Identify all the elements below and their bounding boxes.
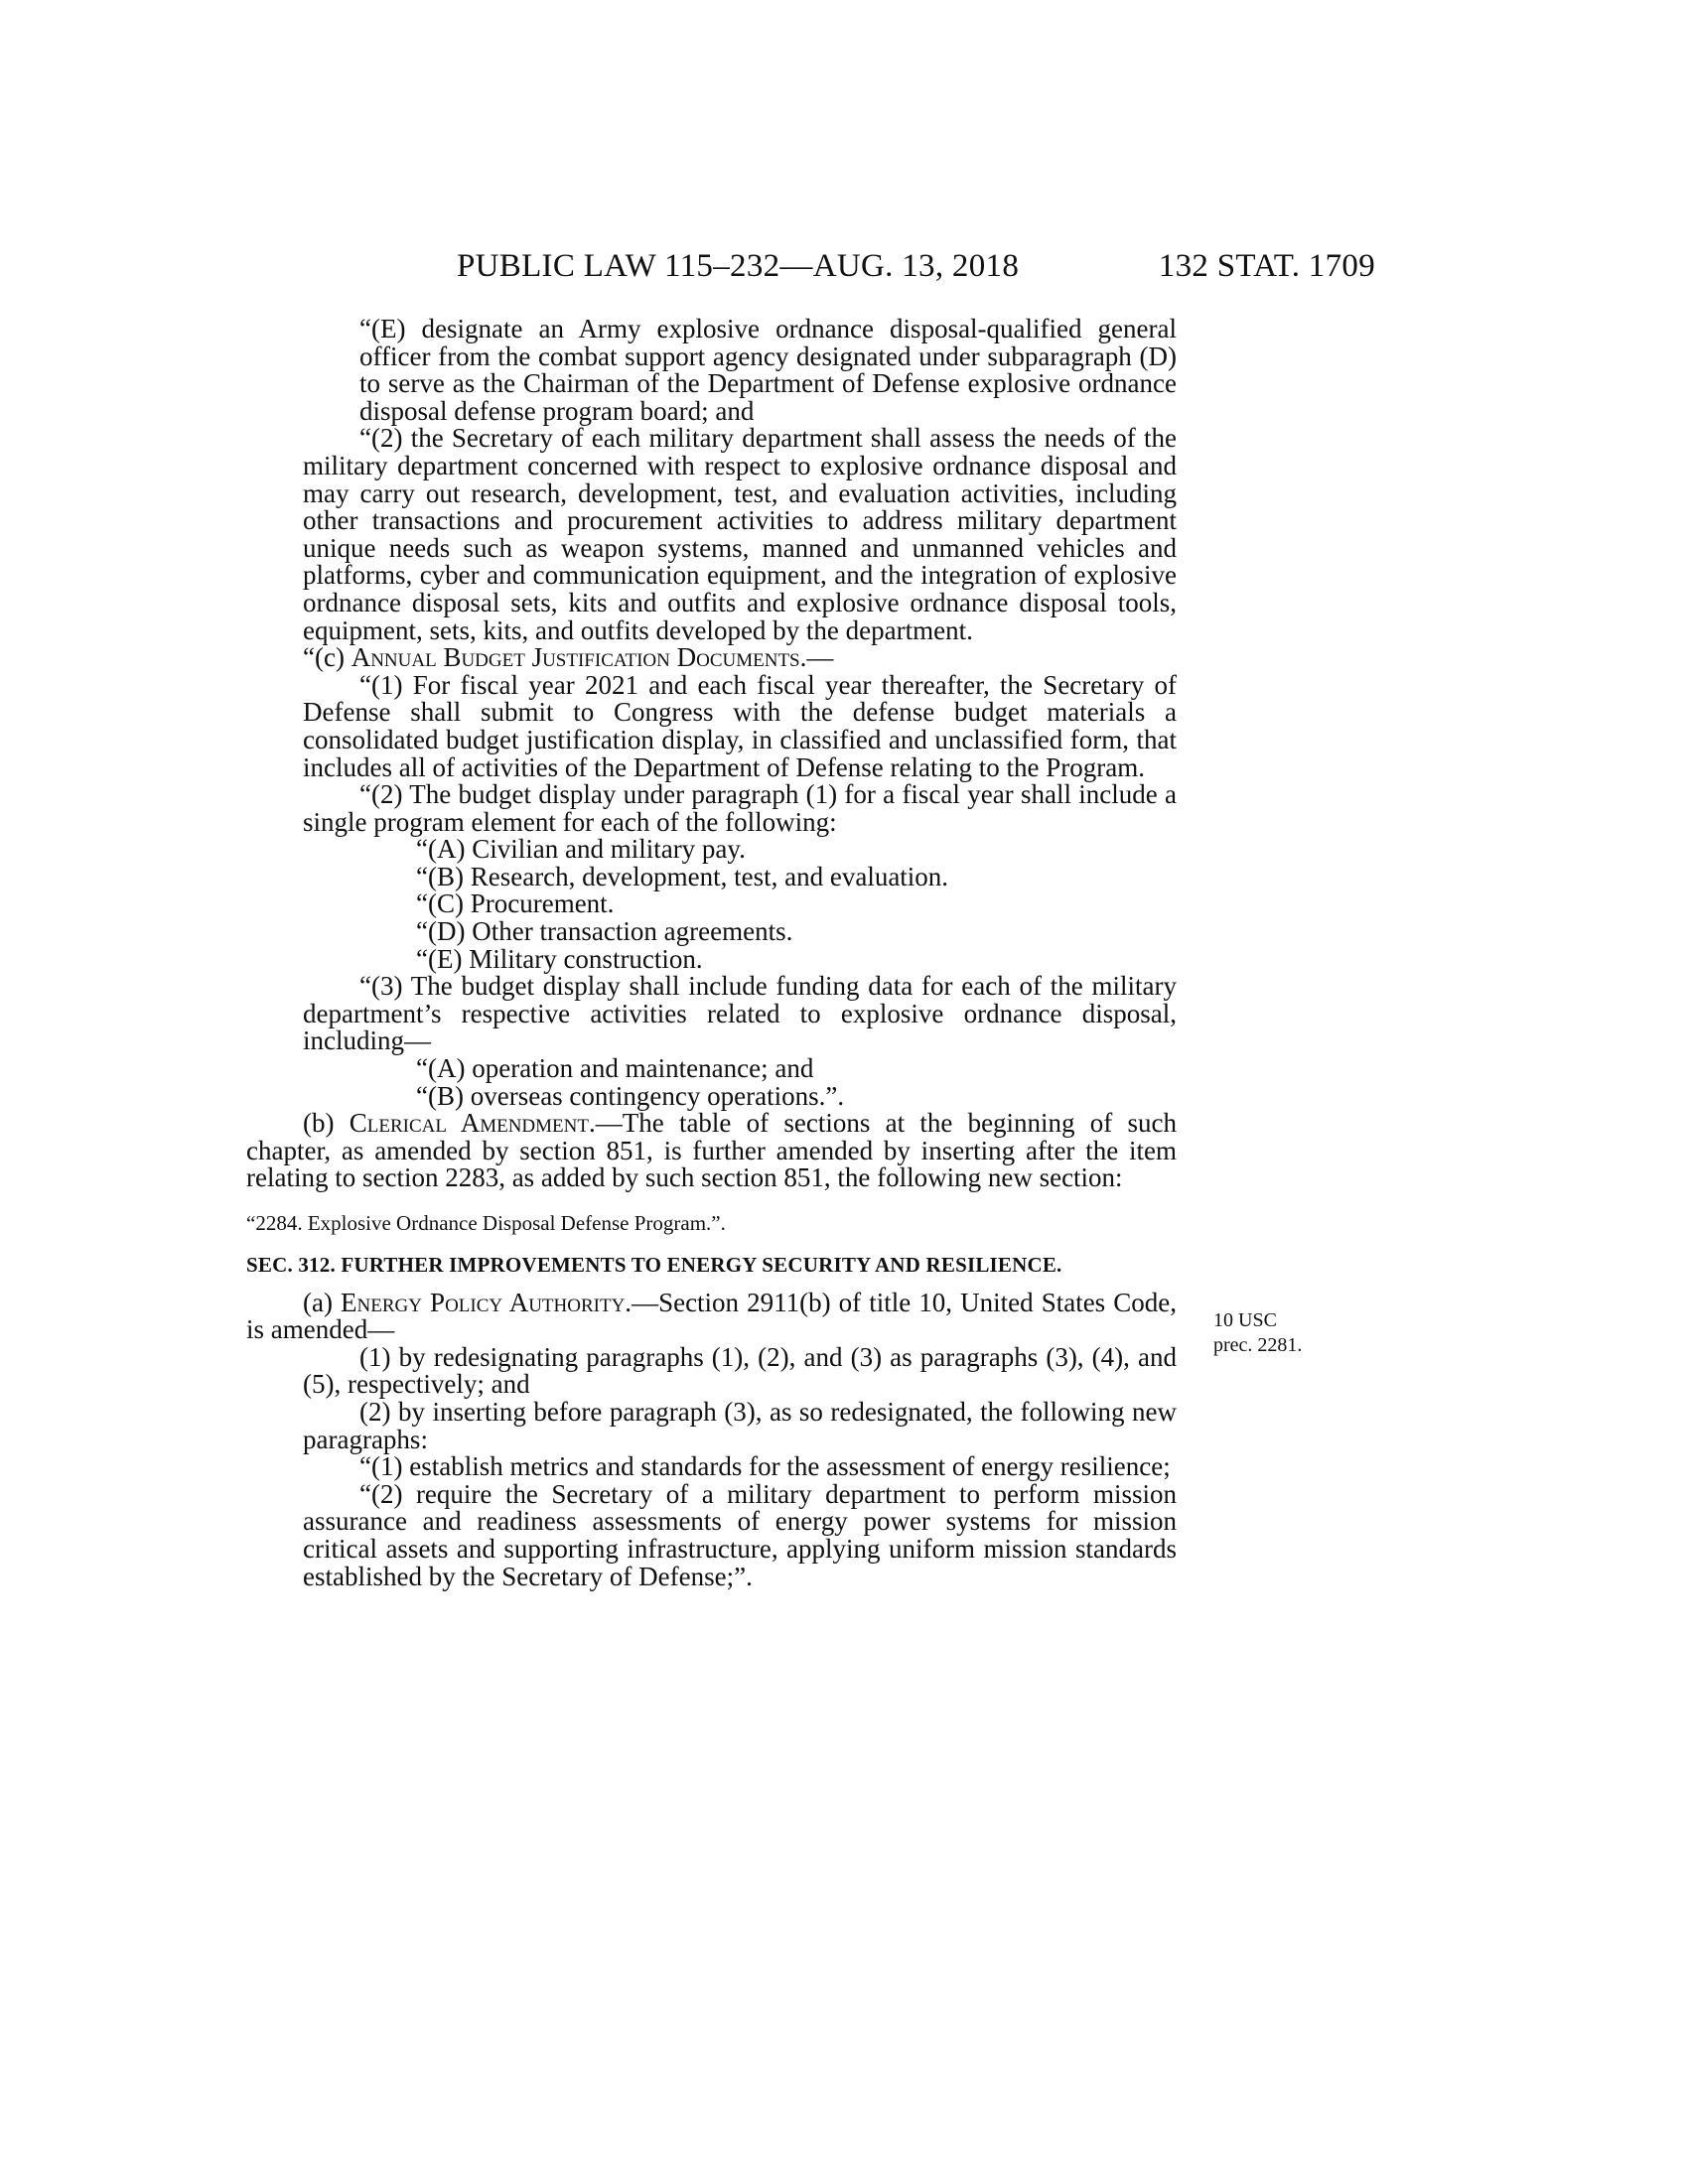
item-c-2-b: “(B) Research, development, test, and evaluation.: [416, 861, 949, 891]
margin-citation-line2: prec. 2281.: [1213, 1334, 1303, 1356]
paragraph-a-1: (1) by redesignating paragraphs (1), (2), and (3) as paragraphs (3), (4), and (5), respectively; and: [303, 1341, 1177, 1400]
margin-citation: [1213, 1308, 1302, 1358]
stat-page-number: 132 STAT. 1709: [1158, 248, 1375, 284]
margin-citation-line1: 10 USC: [1213, 1309, 1277, 1331]
heading-c: “(c) Annual Budget Justification Documents.—: [303, 642, 834, 673]
paragraph-e: “(E) designate an Army explosive ordnance disposal-qualified general officer from the combat support agency designated under subparagraph (D) to serve as the Chairman of the Department of Defense explosive ordnance disposal defense program board; and: [359, 314, 1177, 426]
paragraph-b: (b) Clerical Amendment.—The table of sections at the beginning of such chapter, as amended by section 851, is further amended by inserting after the item relating to section 2283, as added by such section 851, the following new section:: [246, 1108, 1178, 1193]
paragraph-a: (a) Energy Policy Authority.—Section 2911(b) of title 10, United States Code, is amended—: [246, 1287, 1178, 1345]
heading-c-title: Annual Budget Justification Documents.: [351, 642, 807, 673]
item-c-3-a: “(A) operation and maintenance; and: [416, 1053, 814, 1084]
running-title: PUBLIC LAW 115–232—AUG. 13, 2018: [457, 248, 1020, 284]
section-heading: SEC. 312. FURTHER IMPROVEMENTS TO ENERGY SECURITY AND RESILIENCE.: [246, 1252, 1062, 1277]
item-c-3-b: “(B) overseas contingency operations.”.: [416, 1080, 845, 1111]
item-c-2-a: “(A) Civilian and military pay.: [416, 834, 746, 865]
heading-a-title: Energy Policy Authority.: [341, 1287, 633, 1317]
item-c-2-e: “(E) Military construction.: [416, 943, 703, 974]
toc-item: “2284. Explosive Ordnance Disposal Defense Program.”.: [246, 1211, 726, 1235]
page-body: [246, 314, 1178, 1591]
paragraph-a-2: (2) by inserting before paragraph (3), as so redesignated, the following new paragraphs:: [303, 1396, 1177, 1454]
paragraph-c-3: “(3) The budget display shall include funding data for each of the military department’s respective activities related to explosive ordnance disposal, including—: [303, 971, 1177, 1056]
paragraph-c-1: “(1) For fiscal year 2021 and each fiscal year thereafter, the Secretary of Defense shall submit to Congress with the defense budget materials a consolidated budget justification display, in classified and unclassified form, that includes all of activities of the Department of Defense relating to the Program.: [303, 669, 1177, 782]
paragraph-c-2: “(2) The budget display under paragraph (1) for a fiscal year shall include a single program element for each of the following:: [303, 779, 1177, 837]
heading-b-title: Clerical Amendment.: [349, 1108, 596, 1139]
item-c-2-c: “(C) Procurement.: [416, 888, 615, 919]
paragraph-2: “(2) the Secretary of each military department shall assess the needs of the military department concerned with respect to explosive ordnance disposal and may carry out research, development, test, and evaluation activities, including other transactions and procurement activities to address military department unique needs such as weapon systems, manned and unmanned vehicles and platforms, cyber and communication equipment, and the integration of explosive ordnance disposal sets, kits and outfits and explosive ordnance disposal tools, equipment, sets, kits, and outfits developed by the department.: [303, 423, 1177, 645]
page-header: [457, 248, 1375, 288]
paragraph-a-q2: “(2) require the Secretary of a military department to perform mission assurance and readiness assessments of energy power systems for mission critical assets and supporting infrastructure, applying uniform mission standards established by the Secretary of Defense;”.: [303, 1478, 1177, 1591]
item-c-2-d: “(D) Other transaction agreements.: [416, 916, 793, 947]
paragraph-a-q1: “(1) establish metrics and standards for the assessment of energy resilience;: [359, 1451, 1171, 1482]
